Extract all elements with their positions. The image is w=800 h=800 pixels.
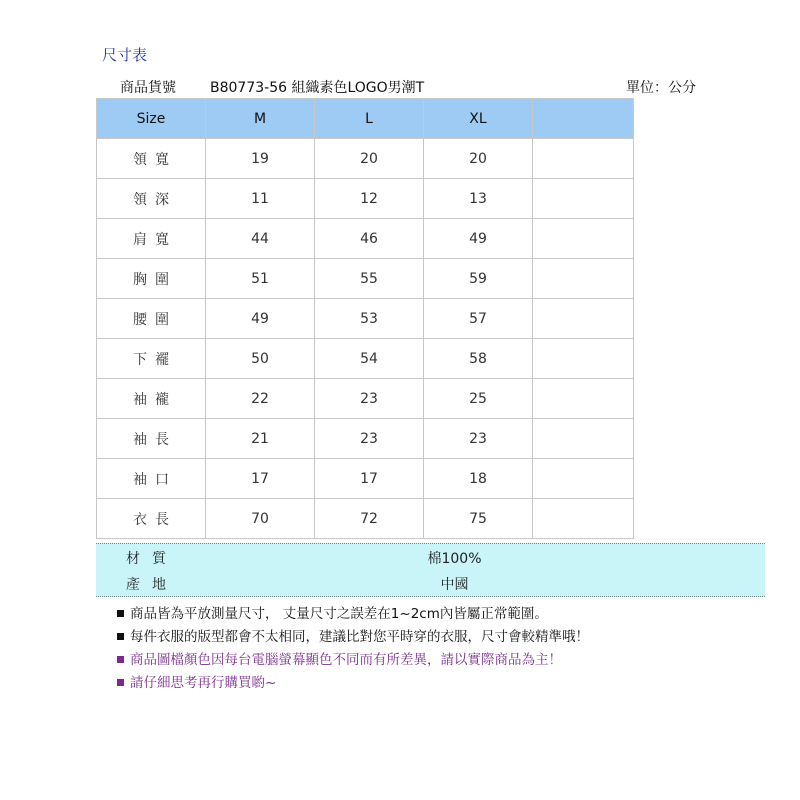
table-cell: 50 xyxy=(206,339,315,379)
size-table xyxy=(96,98,634,539)
material-row xyxy=(96,544,765,570)
square-bullet-icon xyxy=(117,679,124,686)
table-cell: 44 xyxy=(206,219,315,259)
origin-value: 中國 xyxy=(440,577,469,593)
square-bullet-icon xyxy=(117,633,124,640)
table-cell: 53 xyxy=(315,299,424,339)
table-cell: 54 xyxy=(315,339,424,379)
origin-row xyxy=(96,570,765,596)
note-item xyxy=(117,672,589,695)
table-cell: 57 xyxy=(424,299,533,339)
table-cell: 23 xyxy=(315,379,424,419)
table-row xyxy=(97,499,634,539)
table-cell: 49 xyxy=(424,219,533,259)
table-cell: 51 xyxy=(206,259,315,299)
column-header: Size xyxy=(97,99,206,139)
table-cell xyxy=(533,299,634,339)
row-label: 下襬 xyxy=(97,339,206,379)
table-cell: 20 xyxy=(424,139,533,179)
product-header xyxy=(120,77,700,97)
material-value: 棉100% xyxy=(427,551,482,567)
row-label: 袖長 xyxy=(97,419,206,459)
column-header: M xyxy=(206,99,315,139)
table-cell: 59 xyxy=(424,259,533,299)
page-title: 尺寸表 xyxy=(102,46,148,64)
column-header xyxy=(533,99,634,139)
product-code-label: 商品貨號 xyxy=(120,80,176,96)
note-item xyxy=(117,649,589,672)
table-cell xyxy=(533,499,634,539)
table-cell: 70 xyxy=(206,499,315,539)
unit-label: 單位：公分 xyxy=(626,80,696,96)
table-cell: 25 xyxy=(424,379,533,419)
row-label: 領深 xyxy=(97,179,206,219)
product-name: B80773-56 組織素色LOGO男潮T xyxy=(210,80,425,96)
table-row xyxy=(97,179,634,219)
table-cell xyxy=(533,139,634,179)
note-text: 每件衣服的版型都會不太相同，建議比對您平時穿的衣服，尺寸會較精準哦！ xyxy=(130,629,589,645)
note-text: 請仔細思考再行購買喲~ xyxy=(130,675,277,691)
table-row xyxy=(97,299,634,339)
table-cell: 21 xyxy=(206,419,315,459)
table-cell: 13 xyxy=(424,179,533,219)
table-cell: 75 xyxy=(424,499,533,539)
row-label: 袖襱 xyxy=(97,379,206,419)
table-cell: 72 xyxy=(315,499,424,539)
table-cell: 55 xyxy=(315,259,424,299)
note-text: 商品皆為平放測量尺寸， 丈量尺寸之誤差在1~2cm內皆屬正常範圍。 xyxy=(130,606,548,622)
table-cell: 19 xyxy=(206,139,315,179)
square-bullet-icon xyxy=(117,656,124,663)
table-cell: 20 xyxy=(315,139,424,179)
table-cell: 11 xyxy=(206,179,315,219)
table-cell xyxy=(533,339,634,379)
row-label: 胸圍 xyxy=(97,259,206,299)
table-cell xyxy=(533,259,634,299)
table-cell xyxy=(533,459,634,499)
table-row xyxy=(97,459,634,499)
column-header: L xyxy=(315,99,424,139)
note-item xyxy=(117,603,589,626)
row-label: 衣長 xyxy=(97,499,206,539)
table-row xyxy=(97,419,634,459)
column-header: XL xyxy=(424,99,533,139)
table-row xyxy=(97,379,634,419)
table-cell: 58 xyxy=(424,339,533,379)
note-item xyxy=(117,626,589,649)
table-cell: 49 xyxy=(206,299,315,339)
row-label: 袖口 xyxy=(97,459,206,499)
row-label: 腰圍 xyxy=(97,299,206,339)
material-label: 材質 xyxy=(126,551,178,567)
material-info xyxy=(96,543,765,597)
origin-label: 產地 xyxy=(126,577,178,593)
table-cell: 17 xyxy=(206,459,315,499)
row-label: 肩寬 xyxy=(97,219,206,259)
table-cell: 12 xyxy=(315,179,424,219)
table-row xyxy=(97,219,634,259)
table-cell: 23 xyxy=(424,419,533,459)
note-text: 商品圖檔顏色因每台電腦螢幕顯色不同而有所差異，請以實際商品為主！ xyxy=(130,652,562,668)
table-cell: 22 xyxy=(206,379,315,419)
table-cell xyxy=(533,419,634,459)
row-label: 領寬 xyxy=(97,139,206,179)
table-row xyxy=(97,259,634,299)
table-header-row xyxy=(97,99,634,139)
table-cell xyxy=(533,379,634,419)
table-cell xyxy=(533,219,634,259)
square-bullet-icon xyxy=(117,610,124,617)
table-cell: 46 xyxy=(315,219,424,259)
table-cell: 23 xyxy=(315,419,424,459)
table-cell xyxy=(533,179,634,219)
table-cell: 18 xyxy=(424,459,533,499)
table-row xyxy=(97,339,634,379)
table-cell: 17 xyxy=(315,459,424,499)
notes-list xyxy=(117,603,589,695)
table-row xyxy=(97,139,634,179)
